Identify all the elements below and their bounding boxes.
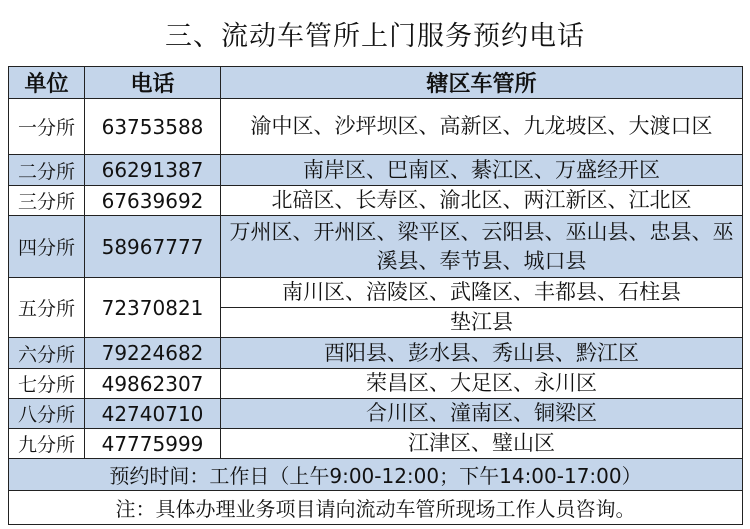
unit-cell: 一分所 — [9, 99, 85, 155]
phone-cell: 42740710 — [85, 399, 221, 429]
table-row — [9, 338, 743, 369]
table-row — [9, 399, 743, 429]
table-row — [9, 278, 743, 308]
area-cell: 渝中区、沙坪坝区、高新区、九龙坡区、大渡口区 — [221, 99, 743, 155]
area-cell: 合川区、潼南区、铜梁区 — [221, 399, 743, 429]
table-row — [9, 429, 743, 459]
page-title: 三、流动车管所上门服务预约电话 — [165, 20, 585, 52]
header-area: 辖区车管所 — [221, 67, 743, 99]
note-row — [9, 491, 743, 525]
unit-cell: 九分所 — [9, 429, 85, 459]
phone-cell: 49862307 — [85, 369, 221, 399]
phone-cell: 79224682 — [85, 338, 221, 369]
unit-cell: 七分所 — [9, 369, 85, 399]
service-table — [8, 66, 743, 525]
area-cell: 北碚区、长寿区、渝北区、两江新区、江北区 — [221, 186, 743, 216]
phone-cell: 63753588 — [85, 99, 221, 155]
table-row — [9, 186, 743, 216]
booking-time-row — [9, 459, 743, 491]
area-cell-secondary: 垫江县 — [221, 308, 743, 338]
phone-cell: 47775999 — [85, 429, 221, 459]
note-text: 注：具体办理业务项目请向流动车管所现场工作人员咨询。 — [9, 491, 743, 525]
unit-cell: 三分所 — [9, 186, 85, 216]
header-unit: 单位 — [9, 67, 85, 99]
unit-cell: 二分所 — [9, 155, 85, 186]
area-cell: 南川区、涪陵区、武隆区、丰都县、石柱县 — [221, 278, 743, 308]
phone-cell: 67639692 — [85, 186, 221, 216]
area-cell: 南岸区、巴南区、綦江区、万盛经开区 — [221, 155, 743, 186]
area-cell: 酉阳县、彭水县、秀山县、黔江区 — [221, 338, 743, 369]
area-cell: 江津区、璧山区 — [221, 429, 743, 459]
unit-cell: 四分所 — [9, 216, 85, 278]
phone-cell: 58967777 — [85, 216, 221, 278]
area-cell: 荣昌区、大足区、永川区 — [221, 369, 743, 399]
phone-cell: 66291387 — [85, 155, 221, 186]
table-row — [9, 216, 743, 278]
unit-cell: 五分所 — [9, 278, 85, 338]
unit-cell: 六分所 — [9, 338, 85, 369]
unit-cell: 八分所 — [9, 399, 85, 429]
header-phone: 电话 — [85, 67, 221, 99]
table-header-row — [9, 67, 743, 99]
phone-cell: 72370821 — [85, 278, 221, 338]
booking-time: 预约时间：工作日（上午9:00-12:00；下午14:00-17:00） — [9, 459, 743, 491]
table-row — [9, 155, 743, 186]
table-row — [9, 99, 743, 155]
area-cell: 万州区、开州区、梁平区、云阳县、巫山县、忠县、巫溪县、奉节县、城口县 — [221, 216, 743, 278]
table-row — [9, 369, 743, 399]
